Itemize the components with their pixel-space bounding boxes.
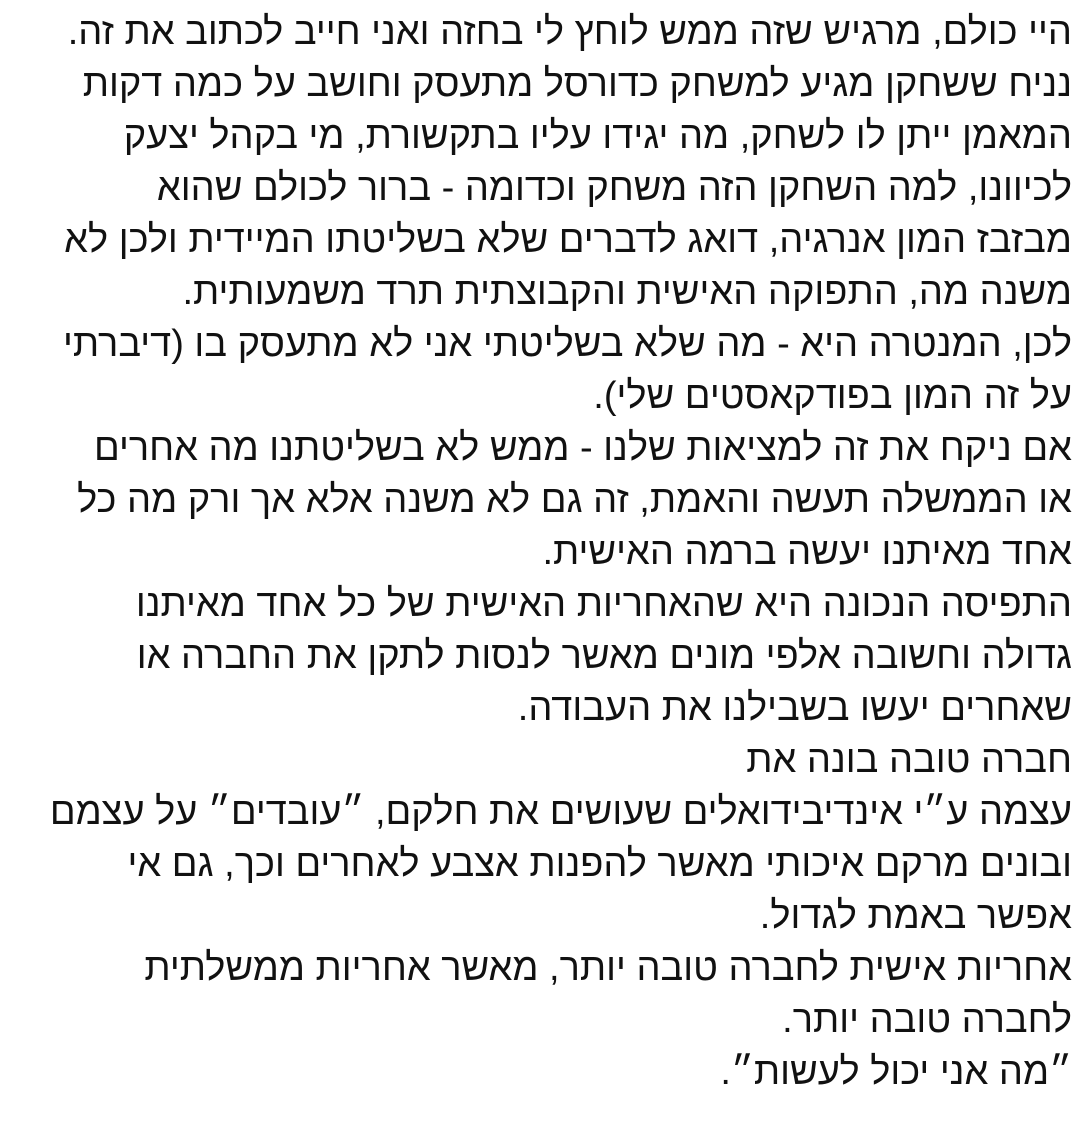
text-line: או הממשלה תעשה והאמת, זה גם לא משנה אלא אך ורק מה כל	[77, 479, 1072, 521]
text-line: ״מה אני יכול לעשות״.	[720, 1051, 1072, 1093]
text-line: נניח ששחקן מגיע למשחק כדורסל מתעסק וחושב על כמה דקות	[82, 63, 1072, 105]
text-line: חברה טובה בונה את	[746, 739, 1072, 781]
text-line: אפשר באמת לגדול.	[759, 895, 1072, 937]
text-line: על זה המון בפודקאסטים שלי).	[593, 375, 1072, 417]
text-line: מבזבז המון אנרגיה, דואג לדברים שלא בשליטתו המיידית ולכן לא	[64, 219, 1072, 261]
text-line: היי כולם, מרגיש שזה ממש לוחץ לי בחזה ואני חייב לכתוב את זה.	[67, 11, 1072, 53]
text-line: אחד מאיתנו יעשה ברמה האישית.	[542, 531, 1072, 573]
text-line: משנה מה, התפוקה האישית והקבוצתית תרד משמעותית.	[182, 271, 1072, 313]
text-line: אם ניקח את זה למציאות שלנו - ממש לא בשליטתנו מה אחרים	[93, 427, 1072, 469]
text-line: המאמן ייתן לו לשחק, מה יגידו עליו בתקשורת, מי בקהל יצעק	[123, 115, 1072, 157]
text-line: גדולה וחשובה אלפי מונים מאשר לנסות לתקן את החברה או	[136, 635, 1072, 677]
text-line: אחריות אישית לחברה טובה יותר, מאשר אחריות ממשלתית	[144, 947, 1072, 989]
text-line: התפיסה הנכונה היא שהאחריות האישית של כל אחד מאיתנו	[135, 583, 1072, 625]
text-line: עצמה ע״י אינדיבידואלים שעושים את חלקם, ״עובדים״ על עצמם	[49, 791, 1072, 833]
text-line: שאחרים יעשו בשבילנו את העבודה.	[517, 687, 1072, 729]
text-line: ובונים מרקם איכותי מאשר להפנות אצבע לאחרים וכך, גם אי	[127, 843, 1072, 885]
text-line: לכיוונו, למה השחקן הזה משחק וכדומה - ברור לכולם שהוא	[156, 167, 1072, 209]
text-line: לכן, המנטרה היא - מה שלא בשליטתי אני לא מתעסק בו (דיברתי	[63, 323, 1072, 365]
text-line: לחברה טובה יותר.	[782, 999, 1072, 1041]
